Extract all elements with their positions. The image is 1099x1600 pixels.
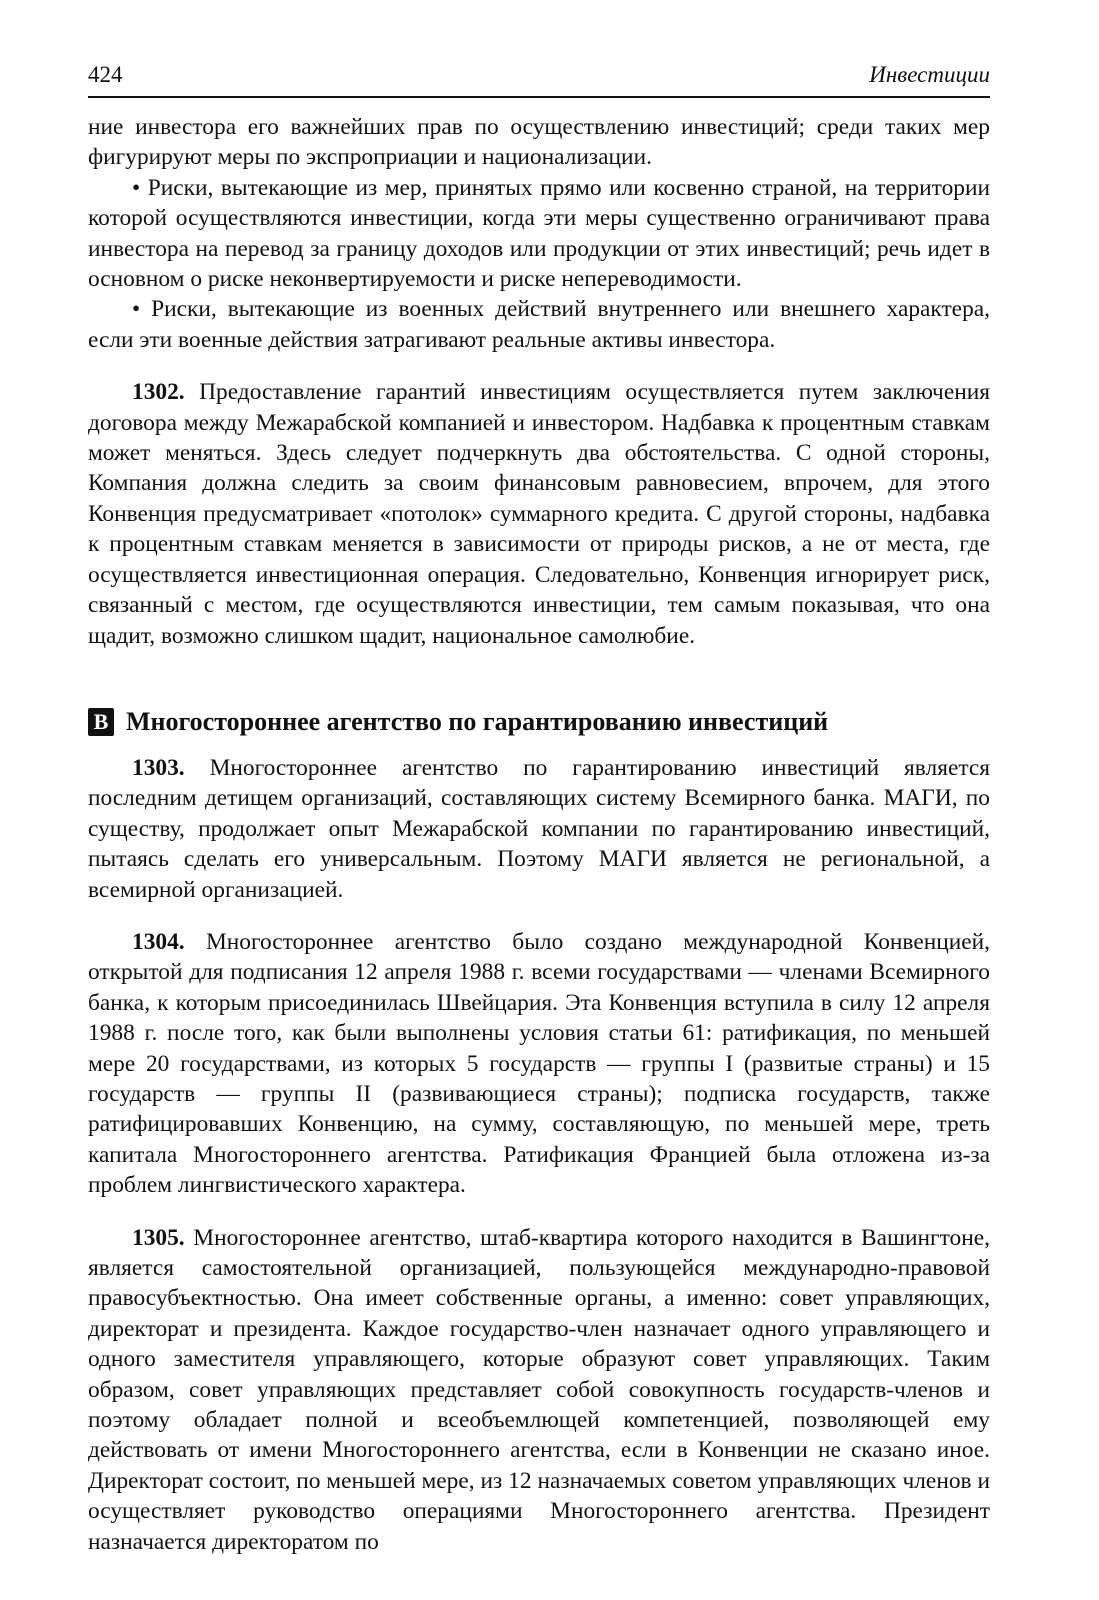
paragraph-number: 1303. [132,754,185,781]
paragraph-number: 1304. [132,928,185,955]
page-number: 424 [88,62,123,87]
section-title: Многостороннее агентство по гарантированию инвестиций [126,706,829,736]
paragraph-continuation: ние инвестора его важнейших прав по осуществлению инвестиций; среди таких мер фигурируют меры по экспроприации и национализации. [88,114,990,171]
paragraph-1305 [88,1223,990,1557]
paragraph-text: Многостороннее агентство, штаб-квартира которого находится в Вашингтоне, является самостоятельной организацией, пользующейся международно-правовой правосубъектностью. Она имеет собственные органы, а именно: совет управляющих, директорат и президента. Каждое государство-член назначает одного управляющего и одного заместителя управляющего, которые образуют совет управляющих. Таким образом, совет управляющих представляет собой совокупность государств-членов и поэтому обладает полной и всеобъемлющей компетенцией, позволяющей ему действовать от имени Многостороннего агентства, если в Конвенции не сказано иное. Директорат состоит, по меньшей мере, из 12 назначаемых советом управляющих членов и осуществляет руководство операциями Многостороннего агентства. Президент назначается директоратом по [88,1224,990,1555]
running-header [88,56,990,98]
paragraph-1303 [88,753,990,905]
running-title: Инвестиции [869,62,990,87]
bullet-risk-transfer: • Риски, вытекающие из мер, принятых прямо или косвенно страной, на территории которой осуществляются инвестиции, когда эти меры существенно ограничивают права инвестора на перевод за границу доходов или продукции от этих инвестиций; речь идет в основном о риске неконвертируемости и риске непереводимости. [88,174,990,293]
bullet-risk-war: • Риски, вытекающие из военных действий внутреннего или внешнего характера, если эти военные действия затрагивают реальные активы инвестора. [88,296,990,353]
paragraph-text: Многостороннее агентство по гарантированию инвестиций является последним детищем организаций, составляющих систему Всемирного банка. МАГИ, по существу, продолжает опыт Межарабской компании по гарантированию инвестиций, пытаясь сделать его универсальным. Поэтому МАГИ является не региональной, а всемирной организацией. [88,754,990,903]
body-text [88,112,990,1557]
paragraph-1302 [88,377,990,651]
paragraph-number: 1305. [132,1224,185,1251]
paragraph-text: Предоставление гарантий инвестициям осуществляется путем заключения договора между Межарабской компанией и инвестором. Надбавка к процентным ставкам может меняться. Здесь следует подчеркнуть два обстоятельства. С одной стороны, Компания должна следить за своим финансовым равновесием, впрочем, для этого Конвенция предусматривает «потолок» суммарного кредита. С другой стороны, надбавка к процентным ставкам меняется в зависимости от природы рисков, а не от места, где осуществляется инвестиционная операция. Следовательно, Конвенция игнорирует риск, связанный с местом, где осуществляются инвестиции, тем самым показывая, что она щадит, возможно слишком щадит, национальное самолюбие. [88,379,990,649]
paragraph-number: 1302. [132,379,185,406]
section-heading [88,705,990,739]
book-page [88,56,990,1557]
paragraph-1304 [88,927,990,1201]
section-letter-badge: В [88,708,114,736]
paragraph-text: Многостороннее агентство было создано международной Конвенцией, открытой для подписания 12 апреля 1988 г. всеми государствами — членами Всемирного банка, к которым присоединилась Швейцария. Эта Конвенция вступила в силу 12 апреля 1988 г. после того, как были выполнены условия статьи 61: ратификация, по меньшей мере 20 государствами, из которых 5 государств — группы I (развитые страны) и 15 государств — группы II (развивающиеся страны); подписка государств, также ратифицировавших Конвенцию, на сумму, составляющую, по меньшей мере, треть капитала Многостороннего агентства. Ратификация Францией была отложена из-за проблем лингвистического характера. [88,928,990,1199]
